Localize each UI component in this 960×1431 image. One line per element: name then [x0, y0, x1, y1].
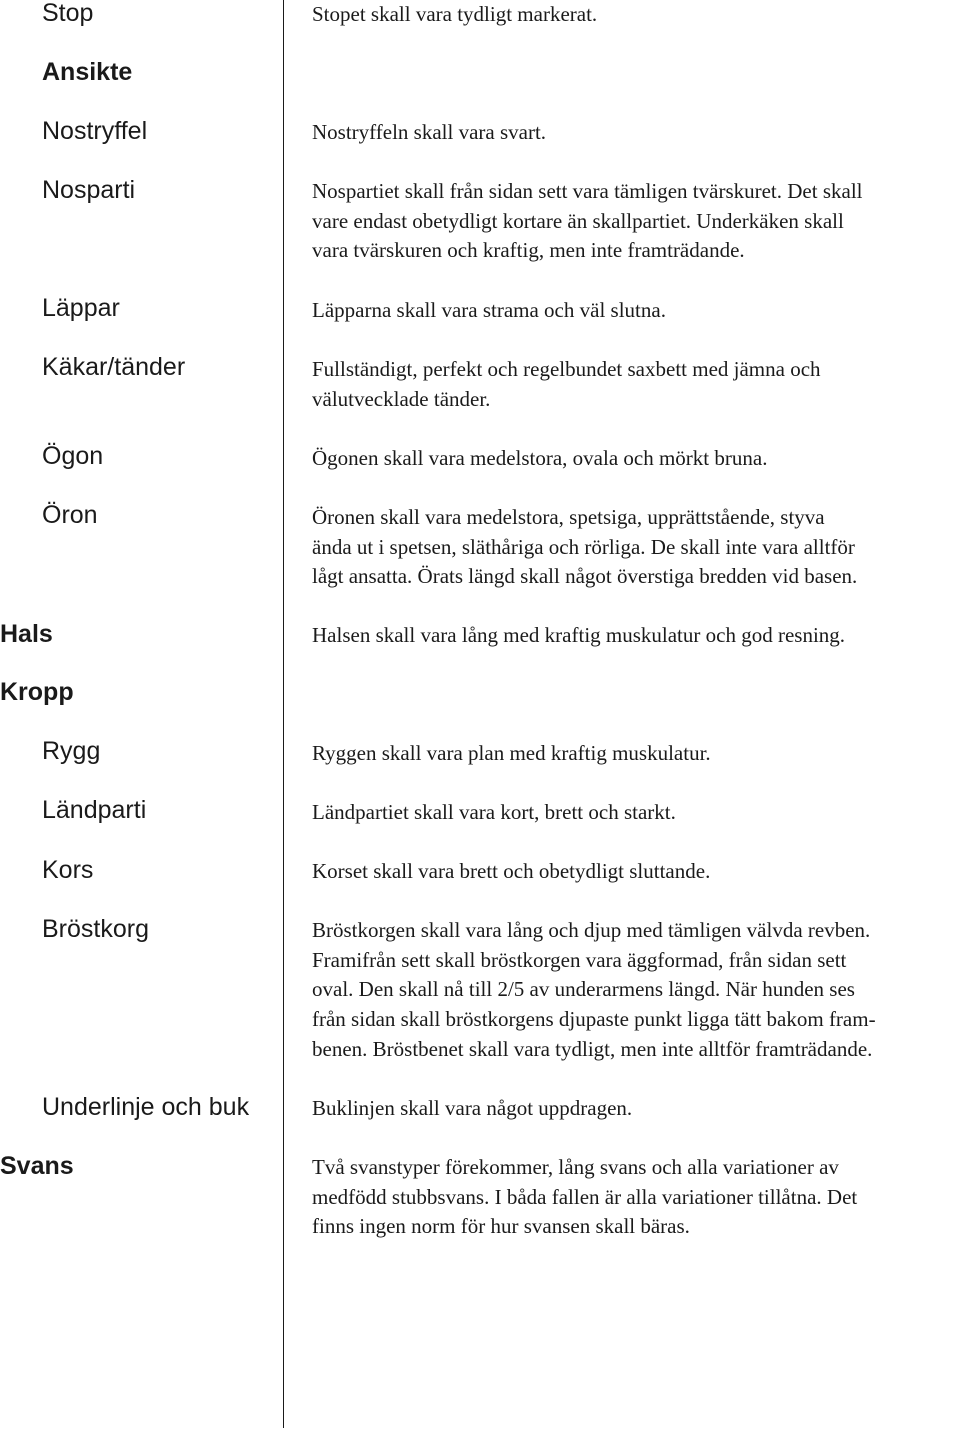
desc-line: Ryggen skall vara plan med kraftig muskulatur. — [312, 741, 711, 765]
desc-ogon — [312, 444, 957, 474]
desc-line: Fullständigt, perfekt och regelbundet saxbett med jämna och — [312, 357, 821, 381]
term-oron: Öron — [42, 501, 98, 529]
desc-brostkorg — [312, 916, 957, 1065]
desc-rygg — [312, 739, 957, 769]
desc-line: lågt ansatta. Örats längd skall något överstiga bredden vid basen. — [312, 564, 858, 589]
desc-svans — [312, 1153, 957, 1242]
desc-hals — [312, 621, 957, 651]
desc-nostryffel — [312, 118, 957, 148]
column-divider — [283, 0, 284, 1428]
term-kakar-tander: Käkar/tänder — [42, 353, 186, 381]
desc-line: ända ut i spetsen, släthåriga och rörliga. De skall inte vara alltför — [312, 534, 855, 559]
desc-line: vare endast obetydligt kortare än skallpartiet. Underkäken skall — [312, 208, 844, 233]
desc-line: Ländpartiet skall vara kort, brett och starkt. — [312, 800, 676, 824]
heading-kropp: Kropp — [0, 678, 74, 706]
desc-line: vara tvärskuren och kraftig, men inte framträdande. — [312, 238, 745, 263]
term-lappar: Läppar — [42, 294, 120, 322]
desc-line: Nostryffeln skall vara svart. — [312, 120, 547, 144]
term-brostkorg: Bröstkorg — [42, 915, 149, 943]
desc-line: Öronen skall vara medelstora, spetsiga, upprättstående, styva — [312, 505, 825, 529]
desc-line: Halsen skall vara lång med kraftig muskulatur och god resning. — [312, 623, 846, 647]
desc-line: Ögonen skall vara medelstora, ovala och mörkt bruna. — [312, 446, 768, 470]
term-nosparti: Nosparti — [42, 176, 136, 204]
desc-line: Korset skall vara brett och obetydligt sluttande. — [312, 859, 711, 883]
desc-line: Två svanstyper förekommer, lång svans och alla variationer av — [312, 1155, 839, 1179]
desc-line: Bröstkorgen skall vara lång och djup med tämligen välvda revben. — [312, 918, 871, 942]
desc-line: Buklinjen skall vara något uppdragen. — [312, 1096, 633, 1120]
desc-nosparti — [312, 177, 957, 266]
desc-kakar-tander — [312, 355, 957, 414]
term-ogon: Ögon — [42, 442, 104, 470]
desc-line: finns ingen norm för hur svansen skall bäras. — [312, 1214, 690, 1239]
desc-line: oval. Den skall nå till 2/5 av underarmens längd. När hunden ses — [312, 977, 855, 1002]
term-stop: Stop — [42, 0, 94, 27]
desc-line: benen. Bröstbenet skall vara tydligt, men inte alltför framträdande. — [312, 1036, 873, 1061]
term-nostryffel: Nostryffel — [42, 117, 148, 145]
desc-line: Stopet skall vara tydligt markerat. — [312, 2, 598, 26]
desc-line: Nospartiet skall från sidan sett vara tämligen tvärskuret. Det skall — [312, 179, 863, 203]
desc-stop — [312, 0, 957, 30]
desc-landparti — [312, 798, 957, 828]
desc-line: välutvecklade tänder. — [312, 386, 491, 411]
desc-underlinje-och-buk — [312, 1094, 957, 1124]
desc-line: Framifrån sett skall bröstkorgen vara äggformad, från sidan sett — [312, 947, 847, 972]
desc-oron — [312, 503, 957, 592]
heading-hals: Hals — [0, 620, 53, 648]
desc-lappar — [312, 296, 957, 326]
term-rygg: Rygg — [42, 737, 101, 765]
term-landparti: Ländparti — [42, 796, 147, 824]
term-underlinje-och-buk: Underlinje och buk — [42, 1093, 250, 1121]
desc-line: från sidan skall bröstkorgens djupaste punkt ligga tätt bakom fram- — [312, 1007, 876, 1032]
desc-line: medfödd stubbsvans. I båda fallen är alla variationer tillåtna. Det — [312, 1184, 858, 1209]
heading-svans: Svans — [0, 1152, 74, 1180]
term-kors: Kors — [42, 856, 94, 884]
desc-line: Läpparna skall vara strama och väl slutna. — [312, 298, 666, 322]
heading-ansikte: Ansikte — [42, 58, 133, 86]
desc-kors — [312, 857, 957, 887]
